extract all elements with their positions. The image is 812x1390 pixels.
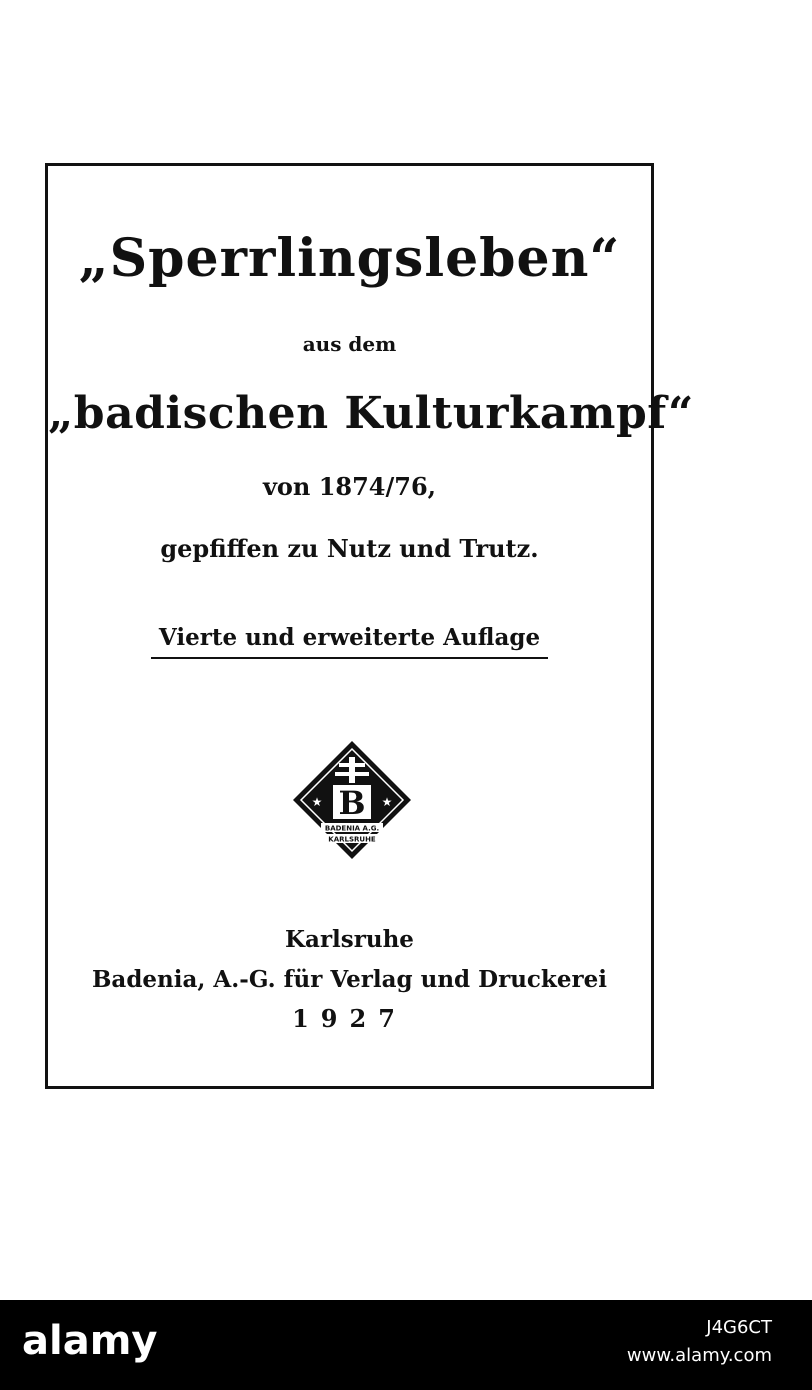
emblem-text-1: BADENIA A.G. (324, 824, 380, 833)
book-title: „Sperrlingsleben“ (78, 228, 621, 289)
stock-banner-info (627, 1314, 772, 1370)
publisher-emblem-icon (291, 739, 413, 861)
emblem-text-2: KARLSRUHE (328, 835, 376, 844)
subtitle-prefix: aus dem (302, 332, 397, 356)
emblem-cross-bar-top (339, 763, 365, 767)
stock-image-id: J4G6CT (706, 1317, 772, 1338)
stock-brand-logo: alamy (22, 1318, 158, 1364)
emblem-letter: B (338, 784, 366, 822)
book-subtitle: „badischen Kulturkampf“ (48, 388, 694, 439)
emblem-star-left-icon: ★ (311, 795, 323, 809)
emblem-cross-vertical (349, 757, 355, 783)
edition-block (48, 624, 651, 659)
stock-watermark-banner (0, 1300, 812, 1390)
years-line: von 1874/76, (262, 472, 437, 501)
emblem-cross-bar-bottom (335, 772, 369, 776)
stock-url: www.alamy.com (626, 1345, 772, 1366)
city-line: Karlsruhe (285, 926, 414, 953)
motto-line: gepfiffen zu Nutz und Trutz. (160, 534, 539, 563)
edition-line: Vierte und erweiterte Auflage (151, 624, 548, 659)
publication-year: 1927 (292, 1004, 407, 1033)
emblem-star-right-icon: ★ (381, 795, 393, 809)
publisher-line: Badenia, A.-G. für Verlag und Druckerei (91, 966, 607, 993)
page-border-frame (45, 163, 694, 1089)
